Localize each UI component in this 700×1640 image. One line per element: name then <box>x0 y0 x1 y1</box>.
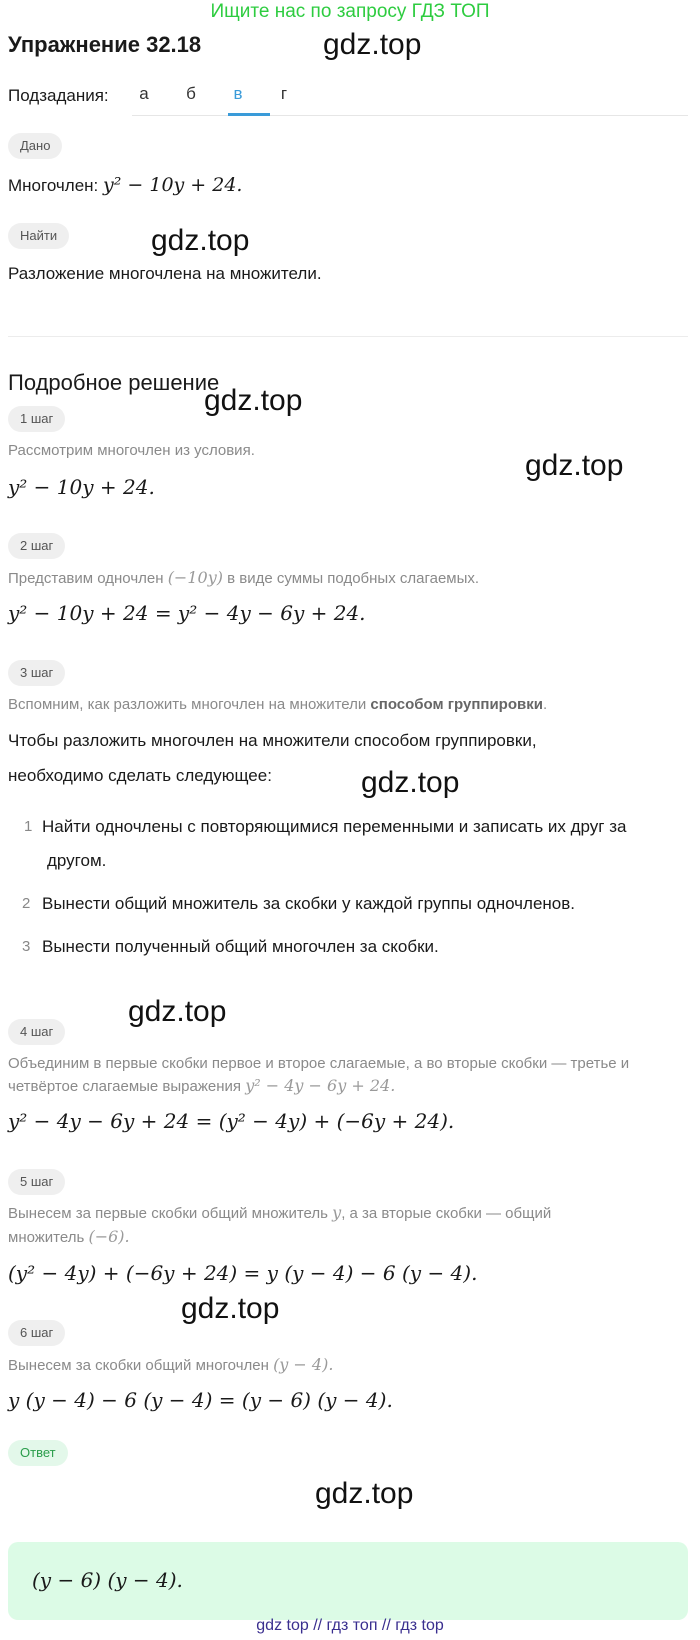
list-item-3: Вынести полученный общий многочлен за скобки. <box>42 937 439 956</box>
tabs-divider <box>132 115 688 116</box>
watermark: gdz.top <box>181 1292 280 1325</box>
hint-bold: способом группировки <box>370 696 543 713</box>
step-4-hint-line2 <box>8 1076 395 1095</box>
list-item-1-line2: другом. <box>47 851 107 870</box>
step-3-text-line2: необходимо сделать следующее: <box>8 766 272 785</box>
step-1-chip: 1 шаг <box>8 406 65 432</box>
list-item-1-line1: Найти одночлены с повторяющимися переменными и записать их друг за <box>42 817 627 836</box>
hint-math: (y − 4). <box>273 1355 334 1374</box>
watermark: gdz.top <box>525 449 624 482</box>
tab-a[interactable]: а <box>139 84 149 103</box>
step-1-hint: Рассмотрим многочлен из условия. <box>8 442 255 459</box>
exercise-title: Упражнение 32.18 <box>8 32 202 57</box>
step-6-hint <box>8 1355 333 1374</box>
hint-math: (−10y) <box>167 568 223 587</box>
answer-math: (y − 6) (y − 4). <box>32 1568 183 1592</box>
step-5-math: (y² − 4y) + (−6y + 24) = y (y − 4) − 6 (y − 4). <box>8 1261 478 1285</box>
step-4-math: y² − 4y − 6y + 24 = (y² − 4y) + (−6y + 24). <box>8 1109 455 1133</box>
tab-g[interactable]: г <box>280 84 288 103</box>
given-label: Многочлен: <box>8 176 99 195</box>
hint-math: y² − 4y − 6y + 24. <box>245 1076 396 1095</box>
step-3-chip: 3 шаг <box>8 660 65 686</box>
tab-b[interactable]: б <box>186 84 196 103</box>
active-tab-indicator <box>228 113 270 116</box>
list-item-number: 3 <box>22 938 31 955</box>
tab-v[interactable]: в <box>233 84 243 103</box>
find-text: Разложение многочлена на множители. <box>8 264 322 283</box>
step-3-hint <box>8 696 547 713</box>
given-expr: y² − 10y + 24. <box>103 174 243 196</box>
step-5-chip: 5 шаг <box>8 1169 65 1195</box>
watermark: gdz.top <box>204 384 303 417</box>
step-2-hint <box>8 568 479 587</box>
step-2-math: y² − 10y + 24 = y² − 4y − 6y + 24. <box>8 601 366 625</box>
subtasks-label: Подзадания: <box>8 86 109 105</box>
step-4-hint-line1: Объединим в первые скобки первое и второе слагаемые, а во вторые скобки — третье и <box>8 1055 630 1072</box>
watermark: gdz.top <box>151 224 250 257</box>
hint-math: (−6). <box>88 1227 130 1246</box>
hint-text: Вынесем за первые скобки общий множитель <box>8 1205 328 1222</box>
footer-links[interactable]: gdz top // гдз топ // гдз top <box>256 1617 444 1634</box>
given-chip: Дано <box>8 133 62 159</box>
hint-math: y <box>332 1203 342 1222</box>
list-item-2: Вынести общий множитель за скобки у каждой группы одночленов. <box>42 894 576 913</box>
step-4-chip: 4 шаг <box>8 1019 65 1045</box>
search-banner: Ищите нас по запросу ГДЗ ТОП <box>210 1 490 22</box>
step-2-chip: 2 шаг <box>8 533 65 559</box>
hint-text: четвёртое слагаемые выражения <box>8 1078 242 1095</box>
hint-text: в виде суммы подобных слагаемых. <box>227 570 480 587</box>
section-divider <box>8 336 688 337</box>
watermark: gdz.top <box>323 28 422 61</box>
list-item-number: 1 <box>24 818 33 835</box>
hint-text: Представим одночлен <box>8 570 164 587</box>
hint-text: множитель <box>8 1229 85 1246</box>
step-6-math: y (y − 4) − 6 (y − 4) = (y − 6) (y − 4). <box>8 1388 393 1412</box>
answer-chip: Ответ <box>8 1440 68 1466</box>
watermark: gdz.top <box>315 1477 414 1510</box>
hint-text: Вынесем за скобки общий многочлен <box>8 1357 269 1374</box>
hint-text: , а за вторые скобки — общий <box>341 1205 552 1222</box>
step-1-math: y² − 10y + 24. <box>8 475 155 499</box>
watermark: gdz.top <box>361 766 460 799</box>
step-5-hint-line1 <box>8 1203 551 1222</box>
solution-title: Подробное решение <box>8 370 220 395</box>
step-3-text-line1: Чтобы разложить многочлен на множители способом группировки, <box>8 731 537 750</box>
list-item-number: 2 <box>22 895 31 912</box>
step-5-hint-line2 <box>8 1227 130 1246</box>
find-chip: Найти <box>8 223 69 249</box>
hint-text: . <box>542 696 548 713</box>
watermark: gdz.top <box>128 995 227 1028</box>
hint-text: Вспомним, как разложить многочлен на множители <box>8 696 367 713</box>
step-6-chip: 6 шаг <box>8 1320 65 1346</box>
given-text <box>8 174 242 196</box>
